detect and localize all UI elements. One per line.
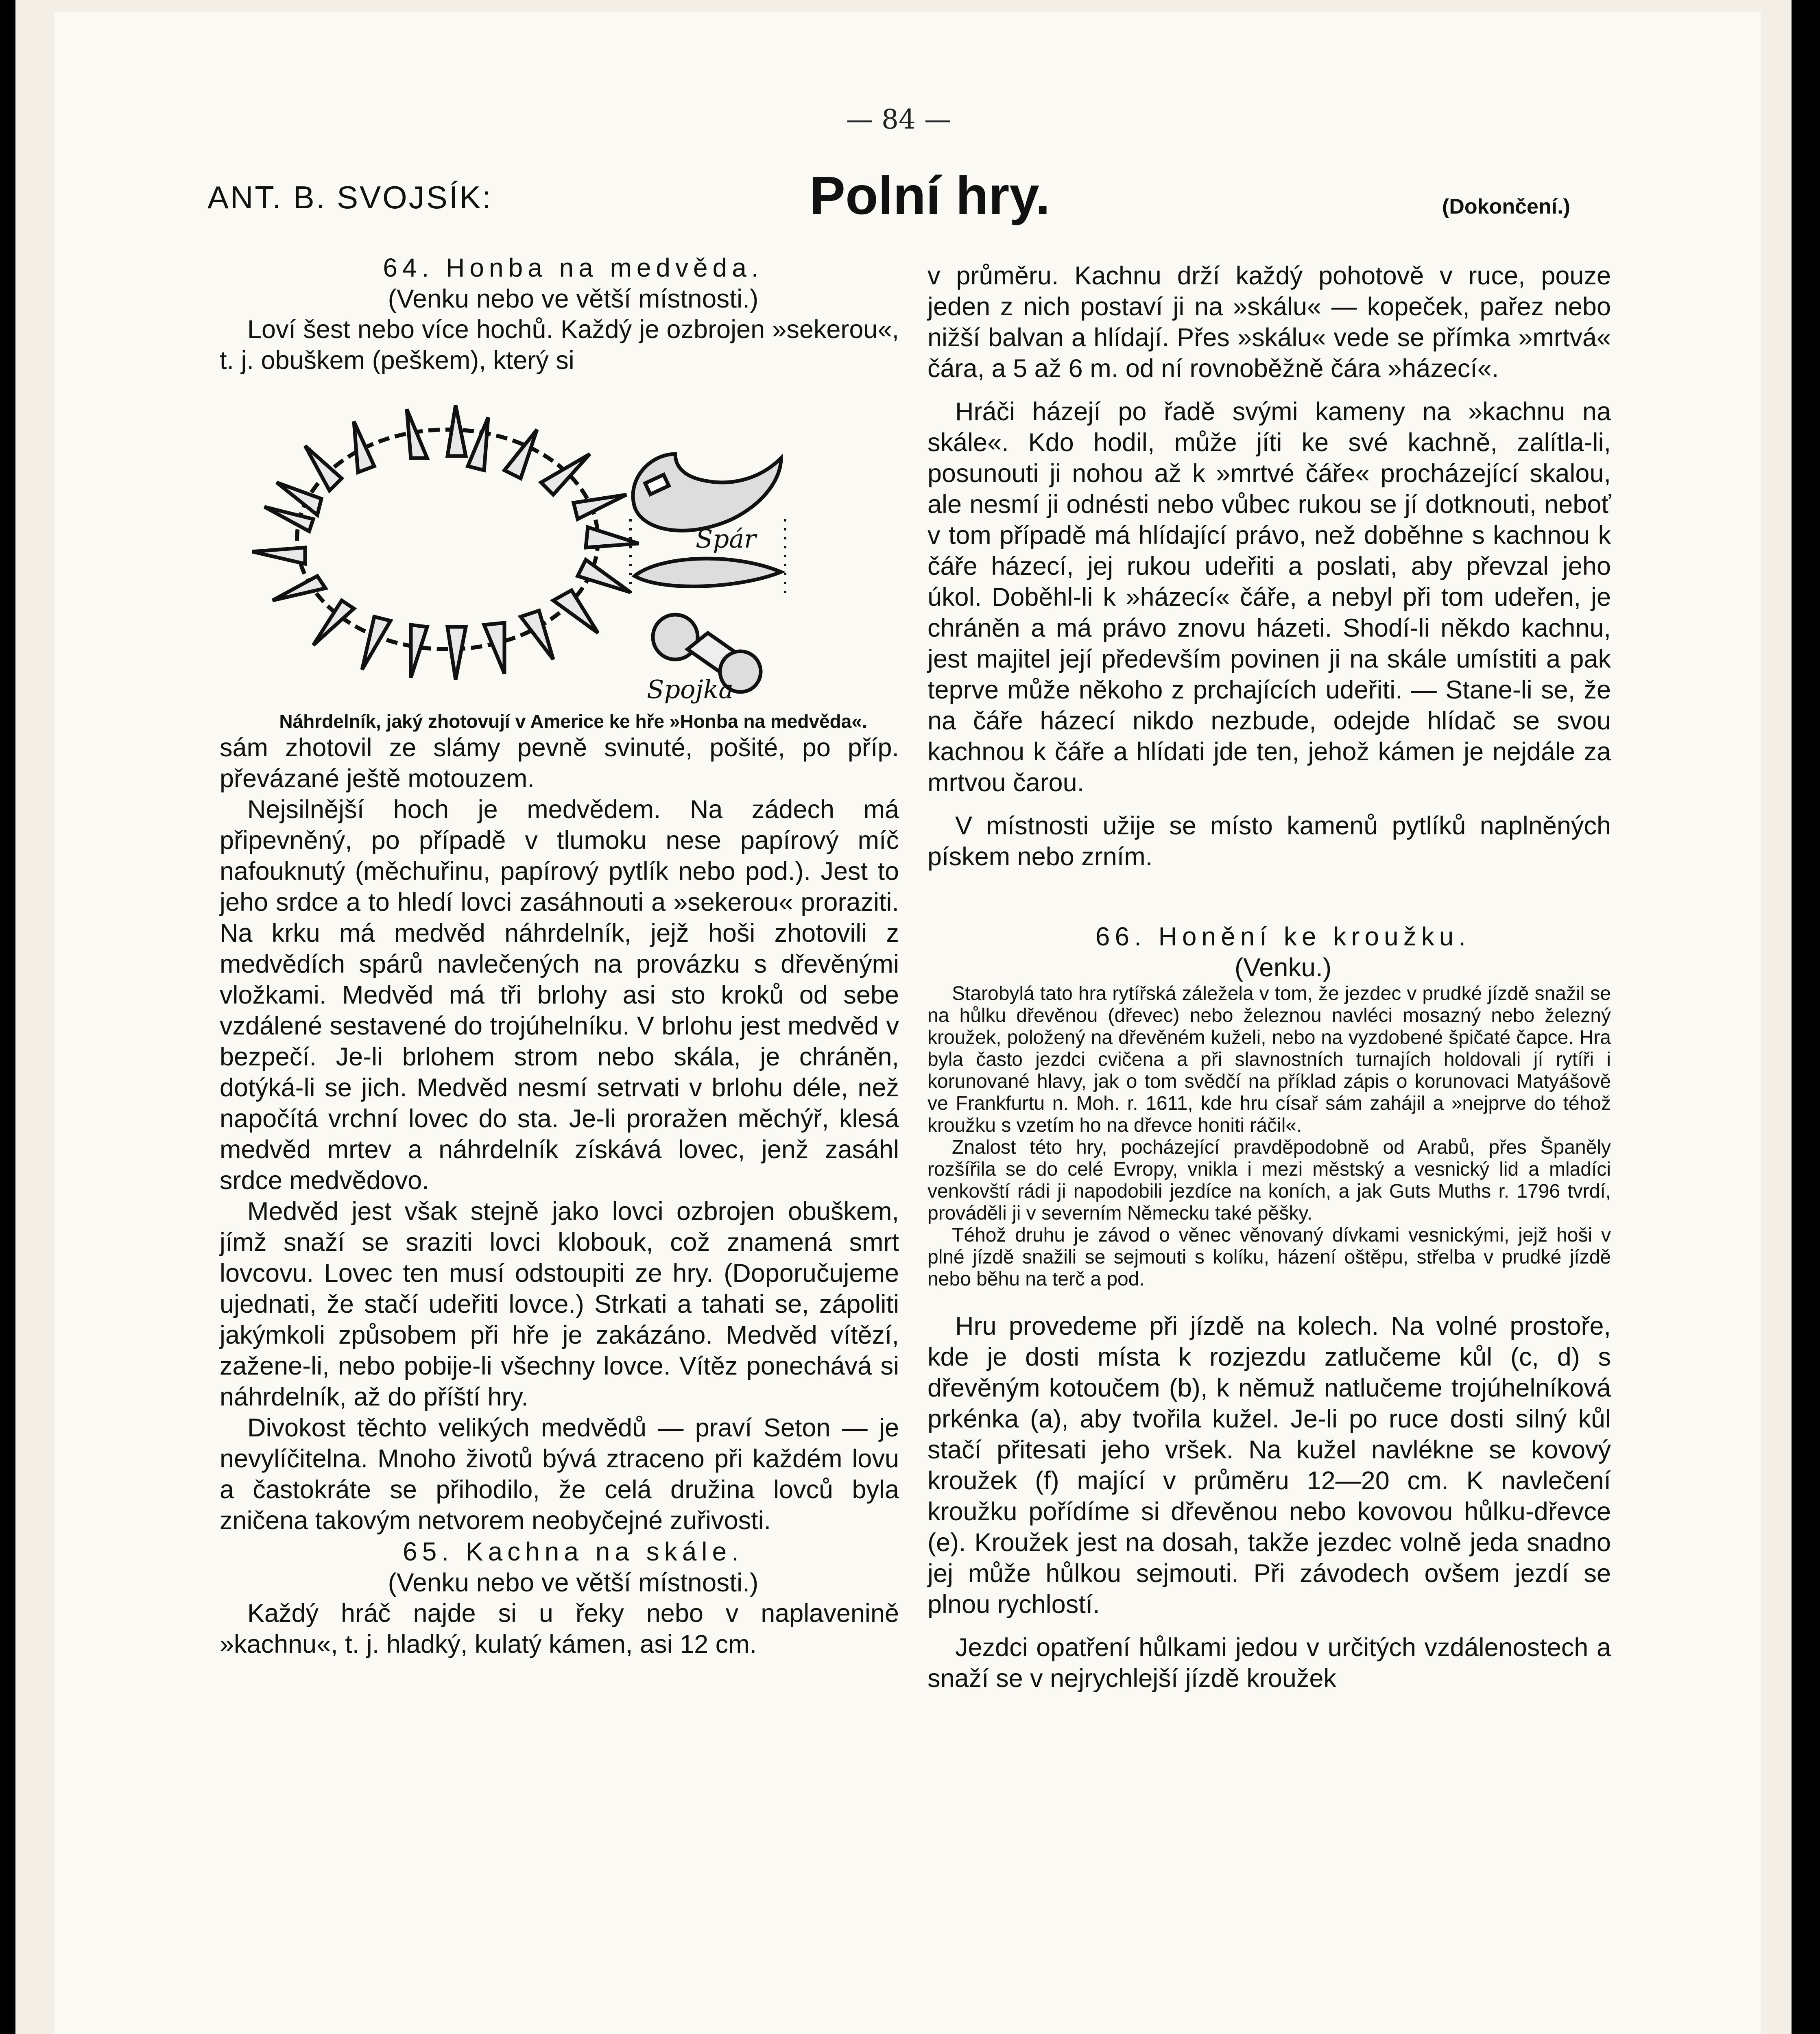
necklace-figure — [220, 385, 899, 706]
necklace-illustration — [220, 385, 899, 706]
section-65-title: 65. Kachna na skále. — [403, 1537, 744, 1566]
paragraph: V místnosti užije se místo kamenů pytlíků naplněných pískem nebo zrním. — [927, 812, 1611, 871]
historical-note — [927, 983, 1611, 1290]
left-column — [220, 252, 899, 1660]
label-spojka: Spojka — [647, 674, 734, 704]
paragraph: Hru provedeme při jízdě na kolech. Na volné prostoře, kde je dosti místa k rozjezdu zatlučeme kůl (c, d) s dřevěným kotoučem (b), k němuž natlučeme trojúhelníková prkénka (a), aby tvořila kužel. Je-li po ruce dosti silný kůl stačí přitesati jeho vršek. Na kužel navlékne se kovový kroužek (f) mající v průměru 12—20 cm. K navlečení kroužku pořídíme si dřevěnou nebo kovovou hůlku-dřevce (e). Kroužek jest na dosah, takže jezdec volně jeda snadno jej může hůlkou sejmouti. Při závodech ovšem jezdí se plnou rychlostí. — [927, 1312, 1611, 1619]
paragraph: Divokost těchto velikých medvědů — praví Seton — je nevylíčitelna. Mnoho životů bývá ztraceno při každém lovu a častokráte se přihodilo, že celá družina lovců byla zničena takovým netvorem neobyčejné zuřivosti. — [220, 1414, 899, 1535]
paragraph: Medvěd jest však stejně jako lovci ozbrojen obuškem, jímž snaží se sraziti lovci klobouk, což znamená smrt lovcovu. Lovec ten musí odstoupiti ze hry. (Doporučujeme ujednati, že stačí udeřiti lovce.) Strkati a tahati se, zápoliti jakýmkoli způsobem při hře je zakázáno. Medvěd vítězí, zažene-li, nebo pobije-li všechny lovce. Vítěz ponechává si náhrdelník, až do příští hry. — [220, 1197, 899, 1411]
paragraph: Jezdci opatření hůlkami jedou v určitých vzdálenostech a snaží se v nejrychlejší jízdě kroužek — [927, 1633, 1611, 1693]
paragraph: Hráči házejí po řadě svými kameny na »kachnu na skále«. Kdo hodil, může jíti ke své kachně, zalítla-li, posunouti ji nohou až k »mrtvé čáře« procházející skalou, ale nesmí ji odnésti nebo vůbec rukou se jí dotknouti, neboť v tom případě má hlídající právo, než doběhne s kachnou k čáře házecí, jej rukou udeřiti a poslati, aby převzal jeho úkol. Doběhl-li k »házecí« čáře, a nebyl při tom udeřen, je chráněn a má právo znovu házeti. Shodí-li někdo kachnu, jest majitel její především povinen ji na skále umístiti a pak teprve může někoho z prchajících udeřiti. — Stane-li se, že na čáře házecí nikdo nezbude, odejde hlídač se svou kachnou k čáře a hlídati jde ten, jehož kámen je nejdále za mrtvou čarou. — [927, 397, 1611, 797]
small-paragraph: Znalost této hry, pocházející pravděpodobně od Arabů, přes Španěly rozšířila se do celé Evropy, vnikla i mezi městský a vesnický lid a mladíci venkovští rádi ji napodobili jezdíce na koních, a jak Guts Muths r. 1796 tvrdí, prováděli ji v severním Německu také pěšky. — [927, 1137, 1611, 1224]
small-paragraph: Téhož druhu je závod o věnec věnovaný dívkami vesnickými, jejž hoši v plné jízdě snažili se sejmouti s kolíku, házení oštěpu, střelba v prudké jízdě nebo běhu na terč a pod. — [927, 1224, 1611, 1290]
paragraph: Loví šest nebo více hochů. Každý je ozbrojen »sekerou«, t. j. obuškem (peškem), který si — [220, 315, 899, 375]
paragraph: Nejsilnější hoch je medvědem. Na zádech má připevněný, po případě v tlumoku nese papírový míč nafouknutý (měchuřinu, papírový pytlík nebo pod.). Jest to jeho srdce a to hledí lovci zasáhnouti a »sekerou« proraziti. Na krku má medvěd náhrdelník, jejž hoši zhotovili z medvědích spárů navlečených na provázku s dřevěnými vložkami. Medvěd má tři brlohy asi sto kroků od sebe vzdálené sestavené do trojúhelníku. V brlohu jest medvěd v bezpečí. Je-li brlohem strom nebo skála, je chráněn, dotýká-li se jich. Medvěd nesmí setrvati v brlohu déle, než napočítá vrchní lovec do sta. Je-li proražen měchýř, klesá medvěd mrtev a náhrdelník získává lovec, jenž zasáhl srdce medvědovo. — [220, 795, 899, 1195]
section-64-subtitle: (Venku nebo ve větší místnosti.) — [388, 284, 759, 313]
continued-note: (Dokončení.) — [1442, 195, 1570, 218]
page-number: — 84 — — [846, 104, 951, 135]
paragraph: sám zhotovil ze slámy pevně svinuté, pošité, po příp. převázané ještě motouzem. — [220, 733, 899, 793]
section-64-title: 64. Honba na medvěda. — [383, 253, 764, 282]
paragraph: v průměru. Kachnu drží každý pohotově v ruce, pouze jeden z nich postaví ji na »skálu« — kopeček, pařez nebo nižší balvan a hlídají. Přes »skálu« vede se přímka »mrtvá« čára, a 5 až 6 m. od ní rovnoběžně čára »házecí«. — [927, 262, 1611, 383]
page-title: Polní hry. — [810, 166, 1050, 225]
paragraph: Každý hráč najde si u řeky nebo v naplavenině »kachnu«, t. j. hladký, kulatý kámen, asi 12 cm. — [220, 1599, 899, 1659]
right-column — [927, 260, 1611, 1694]
section-65-subtitle: (Venku nebo ve větší místnosti.) — [388, 1568, 759, 1597]
figure-caption: Náhrdelník, jaký zhotovují v Americe ke hře »Honba na medvěda«. — [279, 711, 867, 732]
author: ANT. B. SVOJSÍK: — [207, 179, 493, 215]
section-66-subtitle: (Venku.) — [1234, 953, 1332, 982]
small-paragraph: Starobylá tato hra rytířská záležela v tom, že jezdec v prudké jízdě snažil se na hůlku dřevěnou (dřevec) nebo železnou navléci mosazný nebo železný kroužek, položený na dřevěném kuželi, nebo na vyzdobené špičaté čapce. Hra byla často jezdci cvičena a při slavnostních turnajích holdovali jí rytíři i korunované hlavy, jak o tom svědčí na příklad zápis o korunovaci Matyášově ve Frankfurtu n. Moh. r. 1611, kde hru císař sám zahájil a »nejprve do téhož kroužku s vzetím ho na dřevce honiti ráčil«. — [927, 983, 1611, 1136]
label-spar: Spár — [696, 524, 756, 554]
section-66-title: 66. Honění ke kroužku. — [1095, 922, 1471, 951]
